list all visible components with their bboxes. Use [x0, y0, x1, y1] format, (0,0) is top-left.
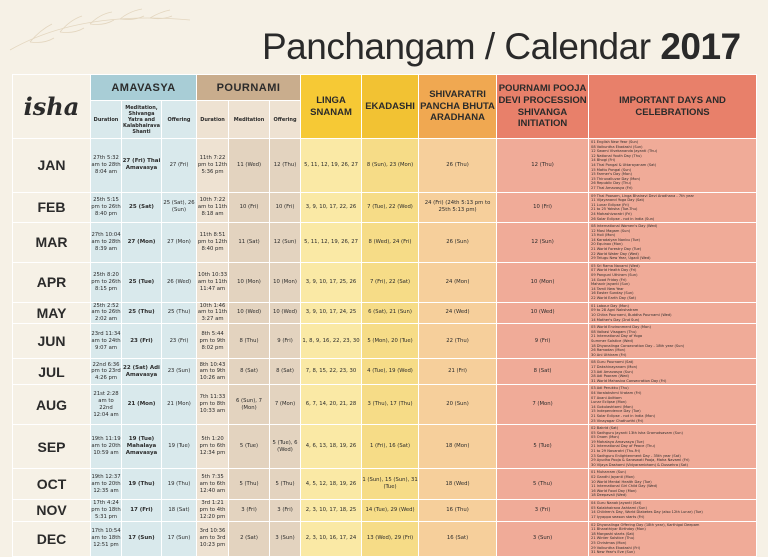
ekadashi: 4 (Tue), 19 (Wed)	[362, 359, 419, 385]
amavasya-offering: 19 (Tue)	[162, 425, 197, 469]
event-item: 02 Dhyanalinga Offering Day (18th year), Karthigai Deepam	[591, 522, 700, 527]
table-row	[13, 324, 757, 359]
event-item: 27 Thai Amavasya (Fri)	[591, 185, 633, 190]
event-item: Mahavir Jayanti (Sun)	[591, 282, 630, 287]
event-item: 11 International Girl Child Day (Wed)	[591, 484, 658, 489]
pournami-offering: 10 (Wed)	[270, 302, 301, 324]
event-item: 21 World Forestry Day (Tue)	[591, 247, 642, 252]
event-item: 25 Christmas (Mon)	[591, 541, 627, 545]
amavasya-meditation: 17 (Sun)	[122, 521, 162, 556]
ekadashi: 8 (Sun), 23 (Mon)	[362, 139, 419, 193]
pournami-pooja: 7 (Mon)	[497, 385, 589, 425]
event-item: 09 Thai Poosam, Linga Bhairavi Devi Aradhana - 7th year	[591, 193, 694, 198]
table-row	[13, 262, 757, 302]
event-item: 24 Mahashivaratri (Fri)	[591, 211, 632, 216]
event-item: 10 Chitra Pournami, Buddha Pournami (Wed)	[591, 312, 672, 317]
event-item: 04 Guru Nanak Jayanti (Sat)	[591, 501, 642, 506]
event-item: 12 Swami Vivekananda Jayanti (Thu)	[591, 149, 658, 154]
pournami-offering: 3 (Sun)	[270, 521, 301, 556]
important-days-cell	[589, 223, 757, 263]
shivaratri: 16 (Sat)	[419, 521, 497, 556]
linga-snanam: 6, 7, 14, 20, 21, 28	[301, 385, 362, 425]
header-po-offering: Offering	[270, 101, 301, 139]
linga-snanam: 5, 11, 12, 19, 26, 27	[301, 139, 362, 193]
title-year: 2017	[660, 26, 741, 67]
event-item: 29 Ayudha Pooja & Saraswati Pooja, Maha Navami (Fri)	[591, 458, 690, 463]
amavasya-offering: 27 (Fri)	[162, 139, 197, 193]
amavasya-offering: 19 (Thu)	[162, 469, 197, 500]
linga-snanam: 1, 8, 9, 16, 22, 23, 30	[301, 324, 362, 359]
amavasya-duration: 19th 12:37 am to 20th 12:35 am	[91, 469, 122, 500]
event-item: 13 Holi (Mon)	[591, 233, 616, 238]
pournami-offering: 12 (Sun)	[270, 223, 301, 263]
ekadashi: 8 (Wed), 24 (Fri)	[362, 223, 419, 263]
pournami-pooja: 8 (Sat)	[497, 359, 589, 385]
pournami-meditation: 10 (Mon)	[229, 262, 270, 302]
event-item: 28 Adi Pooram (Wed)	[591, 374, 629, 379]
month-cell: APR	[13, 262, 91, 302]
event-item: 26 Ramadan (Mon)	[591, 348, 626, 353]
event-item: 11 Lunar Eclipse (Fri)	[591, 202, 629, 207]
page-title: Panchangam / Calendar 2017	[262, 26, 741, 67]
linga-snanam: 3, 9, 10, 17, 24, 25	[301, 302, 362, 324]
amavasya-meditation: 19 (Thu)	[122, 469, 162, 500]
ekadashi: 1 (Fri), 16 (Sat)	[362, 425, 419, 469]
pournami-pooja: 12 (Thu)	[497, 139, 589, 193]
pournami-offering: 5 (Tue), 6 (Wed)	[270, 425, 301, 469]
pournami-duration: 7th 11:33 pm to 8th 10:33 am	[197, 385, 229, 425]
month-cell: OCT	[13, 469, 91, 500]
event-item: 31 World Mahasiva Consecration Day (Fri)	[591, 378, 667, 383]
event-item: 02 Gandhi Jayanti (Mon)	[591, 475, 635, 480]
pournami-meditation: 3 (Fri)	[229, 500, 270, 522]
pournami-duration: 11th 8:51 pm to 12th 8:40 pm	[197, 223, 229, 263]
event-item: 29 Vaikuntha Ekadashi (Fri)	[591, 545, 641, 550]
calendar-table	[12, 74, 757, 557]
pournami-pooja: 5 (Thu)	[497, 469, 589, 500]
event-item: 17 Iyyappa season starts (Fri)	[591, 514, 645, 519]
amavasya-duration: 19th 11:19 am to 20th 10:59 am	[91, 425, 122, 469]
event-item: 14 Good Friday (Fri)	[591, 277, 627, 282]
event-item: 08 Guru Pournami (Sat)	[591, 360, 634, 365]
decorative-leaf-icon	[0, 0, 200, 70]
linga-snanam: 4, 6, 13, 18, 19, 26	[301, 425, 362, 469]
header-po-meditation: Meditation	[229, 101, 270, 139]
pournami-meditation: 11 (Wed)	[229, 139, 270, 193]
pournami-duration: 3rd 1:21 pm to 4th 12:20 pm	[197, 500, 229, 522]
pournami-meditation: 2 (Sat)	[229, 521, 270, 556]
calendar-body	[13, 139, 757, 557]
ekadashi: 6 (Sat), 21 (Sun)	[362, 302, 419, 324]
logo-cell	[13, 75, 91, 139]
event-item: 05 World Environment Day (Mon)	[591, 325, 651, 330]
event-item: 08 Vaikuntha Ekadashi (Sun)	[591, 144, 643, 149]
event-item: 26 Solar Eclipse - not in India (Sun)	[591, 216, 655, 221]
event-item: 05 Sadhguru Jayanti 13th Isha Gramotsavam (Sun)	[591, 430, 683, 435]
amavasya-duration: 25th 2:52 am to 26th 2:02 am	[91, 302, 121, 323]
shivaratri: 26 (Thu)	[419, 139, 497, 193]
important-days-cell	[589, 324, 757, 359]
pournami-meditation: 11 (Sat)	[229, 223, 270, 263]
important-days-cell	[589, 139, 757, 193]
month-cell: JUN	[13, 324, 91, 359]
amavasya-duration: 25th 5:15 pm to 26th 8:40 pm	[91, 192, 122, 223]
linga-snanam: 4, 5, 12, 18, 19, 26	[301, 469, 362, 500]
pournami-offering: 7 (Mon)	[270, 385, 301, 425]
event-item: 14 Karadaiyan Nonbu (Tue)	[591, 237, 640, 242]
shivaratri: 24 (Fri) (24th 5:13 pm to 25th 5:13 pm)	[419, 192, 497, 223]
event-item: 18 Margashi starts (Sat)	[591, 531, 635, 536]
event-item: 25 Vinayagar Chathurthi (Fri)	[591, 418, 644, 423]
pournami-duration: 5th 1:20 pm to 6th 12:34 pm	[197, 425, 229, 469]
pournami-offering: 8 (Sat)	[270, 359, 301, 385]
month-cell: JUL	[13, 359, 91, 385]
pournami-meditation: 10 (Fri)	[229, 192, 270, 223]
pournami-meditation: 8 (Thu)	[229, 324, 270, 359]
amavasya-meditation: 25 (Tue)	[122, 262, 162, 302]
event-item: 16 World Food Day (Mon)	[591, 488, 637, 493]
amavasya-offering: 17 (Sun)	[162, 521, 197, 556]
table-row	[13, 385, 757, 425]
event-item: 05 Kalabhairava Ashtami (Sun)	[591, 505, 647, 510]
important-days-cell	[589, 302, 757, 324]
pournami-meditation: 5 (Thu)	[229, 469, 270, 500]
event-item: 19 Mahalaya Amavasya (Tue)	[591, 439, 644, 444]
amavasya-duration: 17th 10:54 am to 18th 12:51 pm	[91, 521, 122, 556]
event-item: 09 Panguni Uthiram (Sun)	[591, 273, 638, 278]
event-item: 03 Adi Perukku (Thu)	[591, 386, 629, 391]
event-item: 18 Deepavali (Wed)	[591, 493, 627, 498]
event-item: 15 Independence Day (Tue)	[591, 409, 641, 414]
event-item: Summer Solstice (Wed)	[591, 339, 634, 343]
shivaratri: 18 (Wed)	[419, 469, 497, 500]
amavasya-duration: 27th 5:32 am to 28th 8:04 am	[91, 139, 122, 193]
event-item: 22 World Water Day (Wed)	[591, 251, 639, 256]
important-days-cell	[589, 425, 757, 469]
isha-logo: isha	[23, 92, 80, 121]
month-cell: JAN	[13, 139, 91, 193]
pournami-pooja: 5 (Tue)	[497, 425, 589, 469]
event-item: 14 Bhogi (Fri)	[591, 158, 616, 163]
shivaratri: 20 (Sun)	[419, 385, 497, 425]
event-item: 23 Adi Amavasya (Sun)	[591, 369, 634, 374]
important-days-cell	[589, 359, 757, 385]
event-item: Lunar Eclipse (Mon)	[591, 400, 627, 405]
event-item: 18 Dhyanalinga Consecration Day - 18th year (Sun)	[591, 343, 685, 348]
pournami-duration: 11th 7:22 pm to 12th 5:36 pm	[197, 139, 229, 193]
event-item: 26 Republic Day (Thu)	[591, 181, 632, 186]
important-days-cell	[589, 385, 757, 425]
pournami-pooja: 10 (Wed)	[497, 302, 589, 324]
pournami-offering: 10 (Fri)	[270, 192, 301, 223]
pournami-duration: 8th 5:44 pm to 9th 8:02 pm	[197, 324, 229, 359]
shivaratri: 21 (Fri)	[419, 359, 497, 385]
pournami-meditation: 6 (Sun), 7 (Mon)	[229, 385, 270, 425]
table-row	[13, 521, 757, 556]
important-days-cell	[589, 500, 757, 522]
pournami-duration: 10th 1:46 am to 11th 3:27 am	[197, 302, 228, 323]
ekadashi: 7 (Tue), 22 (Wed)	[362, 192, 419, 223]
table-row	[13, 223, 757, 263]
ekadashi: 1 (Sun), 15 (Sun), 31 (Tue)	[362, 469, 419, 500]
event-item: 14 Tamil New Year	[591, 286, 624, 291]
amavasya-offering: 21 (Mon)	[162, 385, 197, 425]
amavasya-offering: 18 (Sat)	[162, 500, 197, 522]
amavasya-offering: 25 (Sat), 26 (Sun)	[162, 192, 197, 223]
amavasya-offering: 26 (Wed)	[162, 262, 197, 302]
pournami-offering: 12 (Thu)	[270, 139, 301, 193]
ekadashi: 13 (Wed), 29 (Fri)	[362, 521, 419, 556]
linga-snanam: 3, 9, 10, 17, 22, 26	[301, 192, 362, 223]
header-am-offering: Offering	[162, 101, 197, 139]
ekadashi: 5 (Mon), 20 (Tue)	[362, 324, 419, 359]
pournami-pooja: 10 (Mon)	[497, 262, 589, 302]
header-po-duration: Duration	[197, 101, 229, 139]
ekadashi: 3 (Thu), 17 (Thu)	[362, 385, 419, 425]
pournami-meditation: 5 (Tue)	[229, 425, 270, 469]
pournami-meditation: 8 (Sat)	[229, 359, 270, 385]
event-item: 15 Mattu Pongal (Sun)	[591, 167, 632, 172]
event-item: 14 Mother's Day (2nd Sun)	[591, 317, 640, 322]
event-item: 05 Onam (Mon)	[591, 435, 620, 440]
event-item: 10 World Mental Health Day (Tue)	[591, 479, 652, 484]
amavasya-meditation: 23 (Fri)	[122, 324, 162, 359]
pournami-pooja: 3 (Sun)	[497, 521, 589, 556]
event-item: 02 Bakrid (Sat)	[591, 426, 619, 431]
shivaratri: 22 (Thu)	[419, 324, 497, 359]
event-item: 14 Children's Day, World Diabetes Day (also 12th Lunar) (Tue)	[591, 510, 703, 515]
event-item: 17 Dakshinayanam (Mon)	[591, 364, 638, 369]
pournami-duration: 10th 7:22 am to 11th 8:18 am	[197, 192, 229, 223]
shivaratri: 24 (Mon)	[419, 262, 497, 302]
table-row	[13, 302, 757, 324]
header-am-duration: Duration	[91, 101, 122, 139]
pournami-pooja: 3 (Fri)	[497, 500, 589, 522]
event-item: 21 to 25 Yaksha (Tue-Thu)	[591, 207, 638, 212]
event-item: 07 World Health Day (Fri)	[591, 268, 637, 273]
table-row	[13, 192, 757, 223]
important-days-cell	[589, 521, 757, 556]
event-item: 21 Solar Eclipse - not in India (Mon)	[591, 413, 656, 418]
linga-snanam: 2, 3, 10, 17, 18, 25	[301, 500, 362, 522]
amavasya-offering: 23 (Fri)	[162, 324, 197, 359]
event-item: 30 Ani Uthiram (Fri)	[591, 352, 627, 357]
event-item: 12 Masi Magam (Sun)	[591, 228, 631, 233]
event-item: 21 Winter Solstice (Thu)	[591, 536, 635, 541]
pournami-duration: 3rd 10:36 am to 3rd 10:23 pm	[197, 521, 229, 556]
amavasya-meditation: 27 (Mon)	[122, 223, 162, 263]
event-item: 04 Varalakshmi Vratam (Fri)	[591, 390, 642, 395]
header-linga: LINGA SNANAM	[301, 75, 362, 139]
month-cell: DEC	[13, 521, 91, 556]
amavasya-duration: 21st 2:28 am to 22nd 12:04 am	[91, 385, 122, 425]
header-amavasya: AMAVASYA	[91, 75, 197, 101]
pournami-offering: 3 (Fri)	[270, 500, 301, 522]
amavasya-meditation: 25 (Sat)	[122, 192, 162, 223]
amavasya-duration: 22nd 6:36 pm to 23rd 4:26 pm	[91, 359, 122, 385]
event-item: 11 Vijayanand Yoga Day (Sat)	[591, 198, 645, 203]
table-row	[13, 500, 757, 522]
amavasya-duration: 25th 8:20 pm to 26th 8:15 pm	[91, 262, 122, 302]
month-cell: NOV	[13, 500, 91, 522]
header-important-days: IMPORTANT DAYS AND CELEBRATIONS	[589, 75, 757, 139]
event-item: 15 Farmer's Day (Mon)	[591, 172, 632, 177]
event-item: 01 Muharram (Sun)	[591, 470, 626, 475]
linga-snanam: 3, 9, 10, 17, 25, 26	[301, 262, 362, 302]
important-days-cell	[589, 192, 757, 223]
table-row	[13, 425, 757, 469]
event-item: 23 Sadhguru Enlightenment Day - 35th year (Sat)	[591, 453, 681, 458]
event-item: 21 International Day of Yoga	[591, 334, 643, 339]
event-item: 21 to 29 Navaratri (Thu-Fri)	[591, 449, 641, 454]
amavasya-meditation: 22 (Sat) Adi Amavasya	[122, 359, 162, 385]
header-pournami-pooja: POURNAMI POOJA DEVI PROCESSION SHIVANGA INITIATION	[497, 75, 589, 139]
table-row	[13, 359, 757, 385]
table-row	[13, 139, 757, 193]
amavasya-duration: 27th 10:04 am to 28th 8:39 am	[91, 223, 122, 263]
pournami-offering: 10 (Mon)	[270, 262, 301, 302]
important-days-cell	[589, 262, 757, 302]
event-item: 30 Vijaya Dashami (Vidyarambham) & Dussehra (Sat)	[591, 462, 688, 467]
amavasya-offering: 23 (Sun)	[162, 359, 197, 385]
amavasya-offering: 25 (Thu)	[162, 302, 197, 324]
event-item: 11 Bharathiyar Birthday (Mon)	[591, 527, 646, 532]
pournami-pooja: 10 (Fri)	[497, 192, 589, 223]
table-row	[13, 469, 757, 500]
pournami-offering: 5 (Thu)	[270, 469, 301, 500]
event-item: 09 to 28 Agni Nakshatram	[591, 308, 639, 313]
amavasya-meditation: 17 (Fri)	[122, 500, 162, 522]
month-cell: FEB	[13, 192, 91, 223]
event-item: 14 Thai Pongal & Uttarayanam (Sat)	[591, 162, 657, 167]
event-item: 31 New Year's Eve (Sun)	[591, 550, 635, 555]
shivaratri: 16 (Thu)	[419, 500, 497, 522]
pournami-duration: 5th 7:35 am to 6th 12:40 am	[197, 469, 229, 500]
amavasya-meditation: 21 (Mon)	[122, 385, 162, 425]
event-item: 16 Easter Sunday (Sun)	[591, 291, 634, 296]
amavasya-meditation: 25 (Thu)	[122, 302, 162, 324]
event-item: 05 Sri Rama Navami (Wed)	[591, 263, 640, 268]
month-cell: AUG	[13, 385, 91, 425]
pournami-duration: 8th 10:43 am to 9th 10:26 am	[197, 359, 229, 385]
event-item: 08 Vaikasi Visagam (Thu)	[591, 329, 637, 334]
event-item: 12 National Youth Day (Thu)	[591, 153, 642, 158]
event-item: 01 Labour Day (Mon)	[591, 303, 629, 308]
header-shivaratri: SHIVARATRI PANCHA BHUTA ARADHANA	[419, 75, 497, 139]
amavasya-duration: 23rd 11:34 am to 24th 9:07 am	[91, 324, 122, 359]
shivaratri: 26 (Sun)	[419, 223, 497, 263]
amavasya-duration: 17th 4:24 pm to 18th 5:31 pm	[91, 500, 121, 520]
event-item: 15 Thiruvalluvar Day (Mon)	[591, 176, 641, 181]
pournami-duration: 10th 10:33 am to 11th 11:47 am	[197, 262, 229, 302]
header-am-meditation: Meditation, Shivanga Yatra and Kalabhairava Shanti	[122, 101, 162, 139]
event-item: 14 Gokulashtami (Mon)	[591, 404, 633, 409]
pournami-pooja: 12 (Sun)	[497, 223, 589, 263]
important-days-cell	[589, 469, 757, 500]
month-cell: SEP	[13, 425, 91, 469]
month-cell: MAR	[13, 223, 91, 263]
pournami-meditation: 10 (Wed)	[229, 302, 270, 324]
header-pournami: POURNAMI	[197, 75, 301, 101]
shivaratri: 24 (Wed)	[419, 302, 497, 324]
pournami-pooja: 9 (Fri)	[497, 324, 589, 359]
amavasya-offering: 27 (Mon)	[162, 223, 197, 263]
amavasya-meditation: 19 (Tue) Mahalaya Amavasya	[122, 425, 162, 469]
event-item: 21 International Day of Peace (Thu)	[591, 444, 656, 449]
event-item: 08 International Women's Day (Wed)	[591, 224, 658, 229]
ekadashi: 14 (Tue), 29 (Wed)	[362, 500, 419, 522]
amavasya-meditation: 27 (Fri) Thai Amavasya	[122, 139, 162, 193]
linga-snanam: 2, 3, 10, 16, 17, 24	[301, 521, 362, 556]
pournami-offering: 9 (Fri)	[270, 324, 301, 359]
header-ekadashi: EKADASHI	[362, 75, 419, 139]
event-item: 07 Avani Avittam	[591, 395, 622, 400]
linga-snanam: 5, 11, 12, 19, 26, 27	[301, 223, 362, 263]
event-item: 22 World Earth Day (Sat)	[591, 296, 636, 300]
ekadashi: 7 (Fri), 22 (Sat)	[362, 262, 419, 302]
event-item: 01 English New Year (Sun)	[591, 140, 639, 144]
shivaratri: 18 (Mon)	[419, 425, 497, 469]
event-item: 29 Telugu New Year, Ugadi (Wed)	[591, 256, 651, 261]
month-cell: MAY	[13, 302, 91, 324]
event-item: 20 Equinox (Mon)	[591, 242, 623, 247]
linga-snanam: 7, 8, 15, 22, 23, 30	[301, 359, 362, 385]
